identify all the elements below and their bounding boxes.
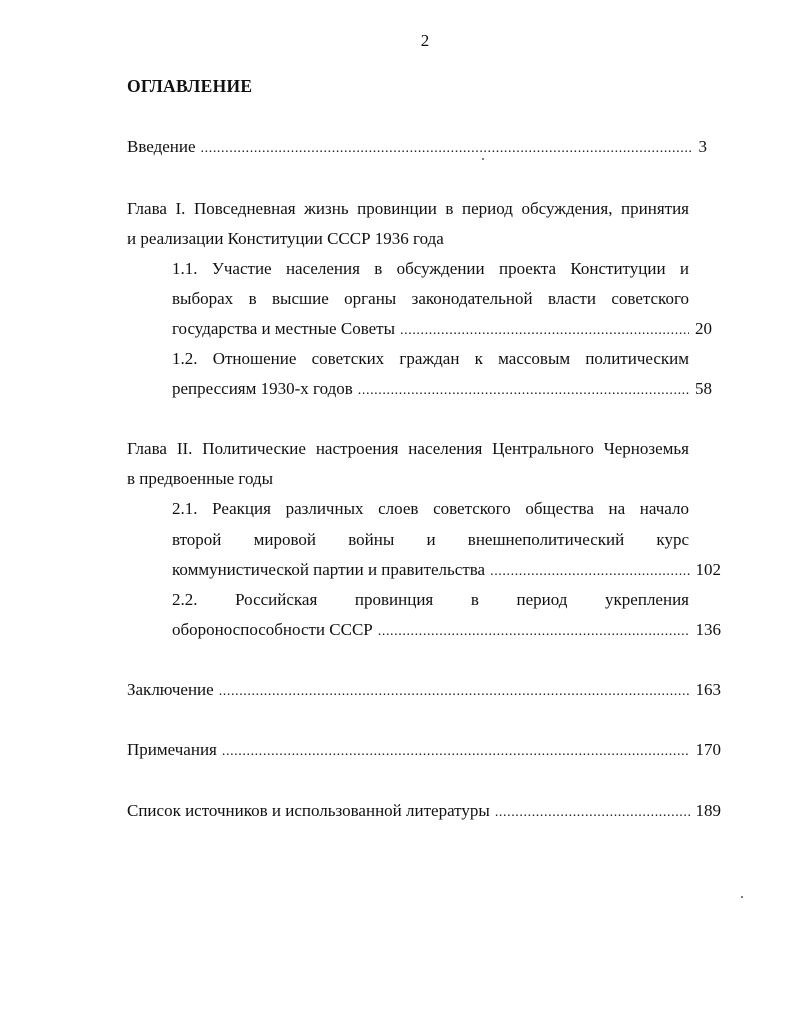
toc-entry-label: Список источников и использованной литературы bbox=[127, 801, 490, 820]
page-number: 2 bbox=[420, 31, 430, 50]
section-1-2-line-1[interactable]: 1.2. Отношение советских граждан к массовым политическим bbox=[172, 349, 689, 368]
scan-speck bbox=[482, 158, 484, 160]
toc-entry-label: обороноспособности СССР bbox=[172, 620, 373, 639]
toc-title: ОГЛАВЛЕНИЕ bbox=[127, 76, 253, 96]
toc-entry-section-2-1[interactable] bbox=[172, 560, 721, 582]
toc-entry-label: коммунистической партии и правительства bbox=[172, 560, 486, 579]
chapter-1-title-line-2[interactable]: и реализации Конституции СССР 1936 года bbox=[127, 229, 444, 248]
dot-leader bbox=[490, 562, 689, 582]
toc-entry-page: 20 bbox=[695, 319, 712, 338]
toc-entry-page: 170 bbox=[695, 740, 721, 759]
section-2-1-line-2[interactable]: второй мировой войны и внешнеполитический курс bbox=[172, 530, 689, 549]
chapter-2-title-line-2[interactable]: в предвоенные годы bbox=[127, 469, 274, 488]
dot-leader bbox=[378, 622, 690, 642]
section-2-1-line-1[interactable]: 2.1. Реакция различных слоев советского общества на начало bbox=[172, 499, 689, 518]
toc-entry-label: Заключение bbox=[127, 680, 214, 699]
toc-entry-page: 136 bbox=[695, 620, 721, 639]
dot-leader bbox=[219, 682, 690, 702]
toc-entry-notes[interactable] bbox=[127, 740, 721, 762]
chapter-1-title-line-1[interactable]: Глава I. Повседневная жизнь провинции в период обсуждения, принятия bbox=[127, 199, 689, 218]
toc-entry-label: Введение bbox=[127, 137, 196, 156]
toc-entry-page: 102 bbox=[695, 560, 721, 579]
section-1-1-line-1[interactable]: 1.1. Участие населения в обсуждении проекта Конституции и bbox=[172, 259, 689, 278]
toc-entry-label: репрессиям 1930-х годов bbox=[172, 379, 353, 398]
toc-entry-section-1-2[interactable] bbox=[172, 379, 712, 401]
dot-leader bbox=[495, 803, 690, 823]
section-2-2-line-1[interactable]: 2.2. Российская провинция в период укрепления bbox=[172, 590, 689, 609]
dot-leader bbox=[400, 321, 689, 341]
dot-leader bbox=[222, 742, 690, 762]
dot-leader bbox=[201, 139, 693, 159]
toc-entry-sources[interactable] bbox=[127, 801, 721, 823]
toc-entry-section-2-2[interactable] bbox=[172, 620, 721, 642]
chapter-2-title-line-1[interactable]: Глава II. Политические настроения населения Центрального Черноземья bbox=[127, 439, 689, 458]
toc-entry-conclusion[interactable] bbox=[127, 680, 721, 702]
dot-leader bbox=[358, 381, 689, 401]
toc-entry-intro[interactable] bbox=[127, 137, 707, 159]
toc-entry-label: государства и местные Советы bbox=[172, 319, 396, 338]
section-1-1-line-2[interactable]: выборах в высшие органы законодательной власти советского bbox=[172, 289, 689, 308]
toc-entry-page: 163 bbox=[695, 680, 721, 699]
toc-entry-page: 189 bbox=[695, 801, 721, 820]
toc-entry-label: Примечания bbox=[127, 740, 217, 759]
toc-entry-section-1-1[interactable] bbox=[172, 319, 712, 341]
scan-speck bbox=[741, 896, 743, 898]
toc-entry-page: 58 bbox=[695, 379, 712, 398]
toc-entry-page: 3 bbox=[698, 137, 707, 156]
